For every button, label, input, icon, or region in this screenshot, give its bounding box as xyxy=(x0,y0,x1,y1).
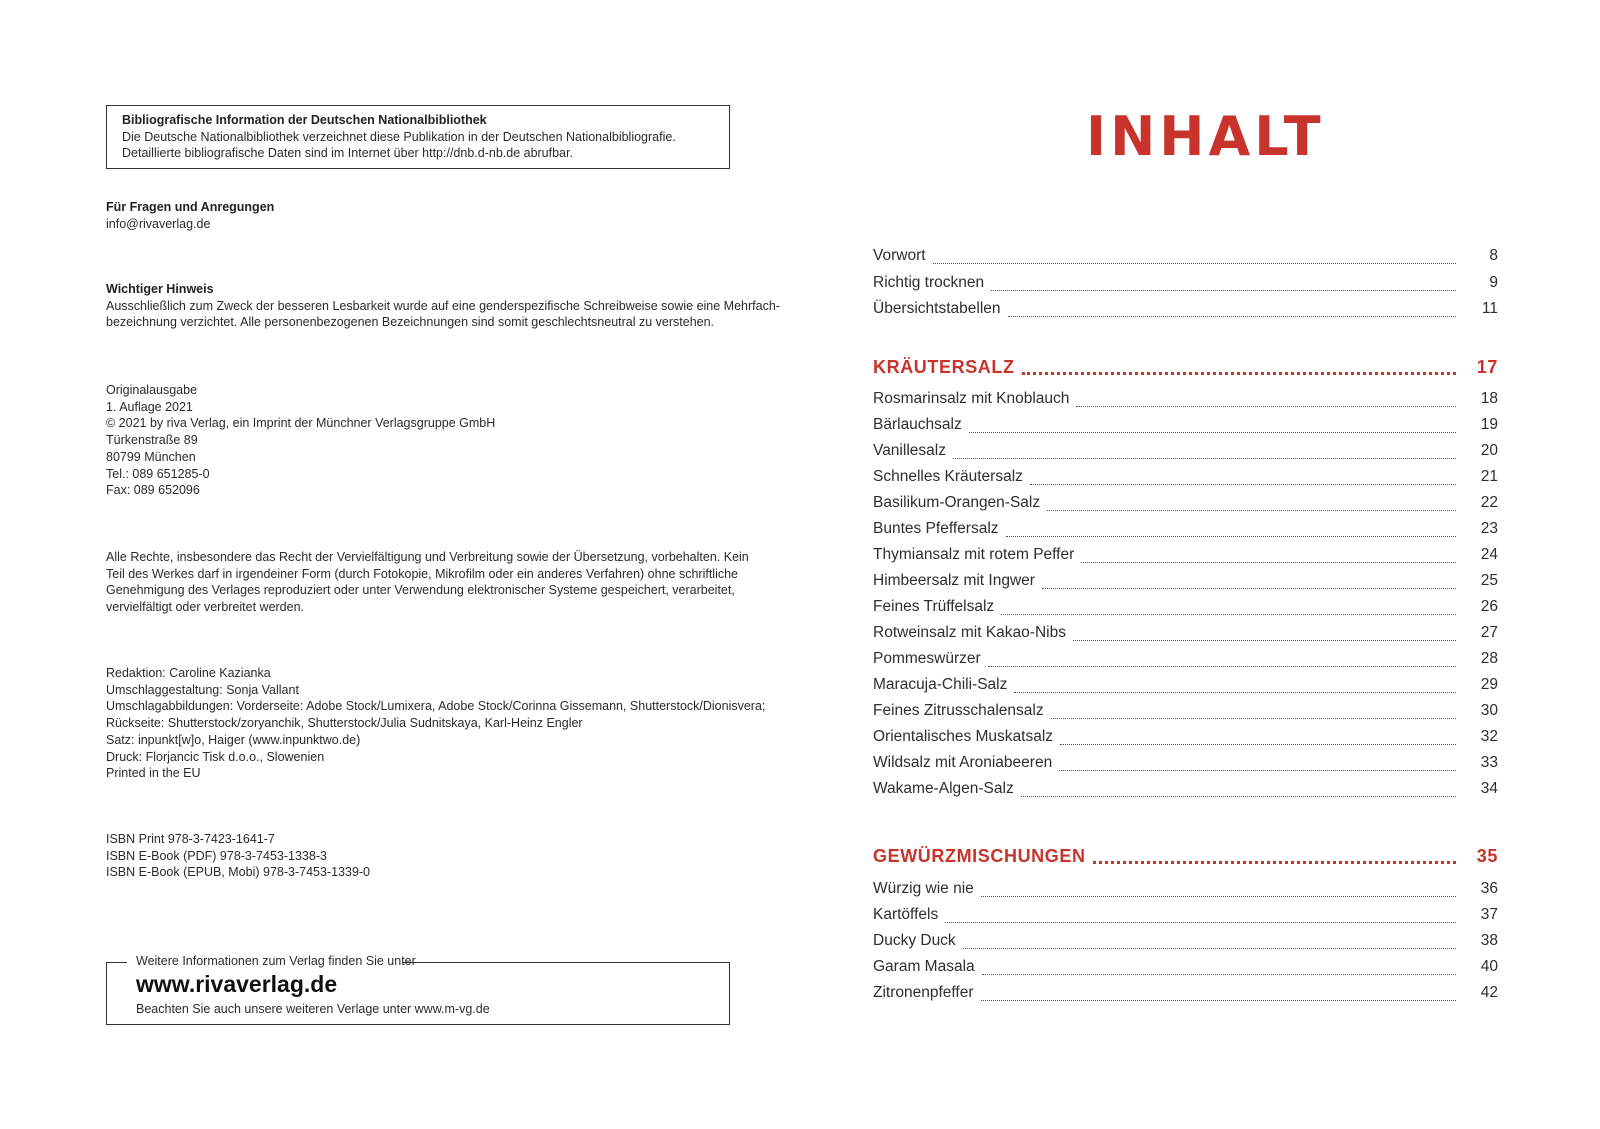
bib-text-line: Die Deutsche Nationalbibliothek verzeichnet diese Publikation in der Deutschen Nationalbibliografie. xyxy=(122,129,676,144)
toc-entry xyxy=(873,572,1498,594)
toc-entry-page: 18 xyxy=(1480,390,1498,407)
toc-entry-label: Kartöffels xyxy=(873,906,939,923)
toc-entry-label: Thymiansalz mit rotem Peffer xyxy=(873,546,1075,563)
toc-entry-page: 21 xyxy=(1480,468,1498,485)
leader-dots xyxy=(1030,484,1456,485)
leader-dots xyxy=(953,458,1456,459)
notice-heading: Wichtiger Hinweis xyxy=(106,282,214,296)
toc-entry xyxy=(873,702,1498,724)
rights-block xyxy=(106,549,749,616)
credits-line: Umschlagabbildungen: Vorderseite: Adobe Stock/Lumixera, Adobe Stock/Corinna Gissemann, Shutterstock/Dionisvera; xyxy=(106,699,766,714)
toc-entry-page: 27 xyxy=(1480,624,1498,641)
toc-entry xyxy=(873,416,1498,438)
toc-entry-page: 34 xyxy=(1480,780,1498,797)
rights-line: Alle Rechte, insbesondere das Recht der Vervielfältigung und Verbreitung sowie der Übersetzung, vorbehalten. Kein xyxy=(106,550,749,564)
toc-section-heading xyxy=(873,846,1498,870)
leader-dots xyxy=(1059,770,1456,771)
toc-entry-label: Zitronenpfeffer xyxy=(873,984,974,1001)
web-legend: Weitere Informationen zum Verlag finden Sie unter xyxy=(136,954,416,968)
leader-dots xyxy=(1076,406,1456,407)
toc-entry xyxy=(873,984,1498,1006)
toc-entry-label: Buntes Pfeffersalz xyxy=(873,520,999,537)
toc-entry-label: Bärlauchsalz xyxy=(873,416,962,433)
toc-entry xyxy=(873,754,1498,776)
toc-entry-page: 32 xyxy=(1480,728,1498,745)
toc-entry-page: 11 xyxy=(1481,300,1498,317)
toc-entry-label: Basilikum-Orangen-Salz xyxy=(873,494,1041,511)
notice-text-line: Ausschließlich zum Zweck der besseren Lesbarkeit wurde auf eine genderspezifische Schreibweise sowie eine Mehrfach- xyxy=(106,298,780,313)
toc-entry xyxy=(873,624,1498,646)
toc-entry-label: Feines Zitrusschalensalz xyxy=(873,702,1044,719)
toc-entry-page: 28 xyxy=(1480,650,1498,667)
notice-text-line: bezeichnung verzichtet. Alle personenbezogenen Bezeichnungen sind somit geschlechtsneutral zu verstehen. xyxy=(106,315,715,330)
toc-entry xyxy=(873,780,1498,802)
leader-dots xyxy=(982,974,1456,975)
imprint-line: Originalausgabe xyxy=(106,383,198,397)
leader-dots xyxy=(1051,718,1456,719)
isbn-line: ISBN Print 978-3-7423-1641-7 xyxy=(106,832,275,846)
toc-entry-page: 36 xyxy=(1480,880,1498,897)
contents-title: INHALT xyxy=(1086,105,1325,168)
rights-line: Genehmigung des Verlages reproduziert oder unter Verwendung elektronischer Systeme gespeichert, verarbeitet, xyxy=(106,583,735,598)
leader-dots xyxy=(945,922,1456,923)
toc-entry xyxy=(873,247,1498,269)
leader-dots xyxy=(988,666,1456,667)
toc-entry-label: Übersichtstabellen xyxy=(873,300,1001,317)
credits-line: Umschlaggestaltung: Sonja Vallant xyxy=(106,682,299,697)
leader-dots xyxy=(1001,614,1456,615)
box-border xyxy=(107,962,127,963)
leader-dots xyxy=(933,263,1456,264)
imprint-line: Fax: 089 652096 xyxy=(106,483,200,498)
toc-entry-page: 42 xyxy=(1480,984,1498,1001)
toc-entry xyxy=(873,650,1498,672)
leader-dots xyxy=(1042,588,1456,589)
leader-dots xyxy=(1006,536,1456,537)
toc-entry-label: Vorwort xyxy=(873,247,926,264)
toc-entry xyxy=(873,468,1498,490)
toc-entry xyxy=(873,494,1498,516)
toc-entry xyxy=(873,958,1498,980)
leader-dots xyxy=(991,290,1456,291)
leader-dots xyxy=(963,948,1456,949)
toc-entry-page: 38 xyxy=(1480,932,1498,949)
toc-entry xyxy=(873,932,1498,954)
toc-entry xyxy=(873,906,1498,928)
toc-section-label: KRÄUTERSALZ xyxy=(873,357,1015,377)
rights-line: vervielfältigt oder verbreitet werden. xyxy=(106,600,305,615)
credits-line: Redaktion: Caroline Kazianka xyxy=(106,666,271,680)
toc-entry-label: Feines Trüffelsalz xyxy=(873,598,995,615)
toc-entry xyxy=(873,676,1498,698)
toc-entry-label: Wakame-Algen-Salz xyxy=(873,780,1014,797)
leader-dots xyxy=(969,432,1456,433)
leader-dots xyxy=(1022,372,1456,375)
box-border xyxy=(403,962,729,963)
toc-entry-label: Ducky Duck xyxy=(873,932,956,949)
leader-dots xyxy=(1021,796,1456,797)
leader-dots xyxy=(1081,562,1456,563)
toc-entry-page: 30 xyxy=(1480,702,1498,719)
toc-entry-label: Garam Masala xyxy=(873,958,975,975)
imprint-block xyxy=(106,382,495,499)
publisher-url: www.rivaverlag.de xyxy=(136,971,338,997)
imprint-line: Tel.: 089 651285-0 xyxy=(106,466,210,481)
leader-dots xyxy=(1014,692,1456,693)
toc-section-heading xyxy=(873,357,1498,381)
toc-entry xyxy=(873,598,1498,620)
toc-entry xyxy=(873,728,1498,750)
toc-entry-page: 20 xyxy=(1480,442,1498,459)
toc-entry-label: Himbeersalz mit Ingwer xyxy=(873,572,1035,589)
toc-entry-page: 29 xyxy=(1480,676,1498,693)
imprint-line: Türkenstraße 89 xyxy=(106,433,198,448)
isbn-line: ISBN E-Book (PDF) 978-3-7453-1338-3 xyxy=(106,848,327,863)
credits-line: Rückseite: Shutterstock/zoryanchik, Shutterstock/Julia Sudnitskaya, Karl-Heinz Engler xyxy=(106,716,583,731)
imprint-line: © 2021 by riva Verlag, ein Imprint der Münchner Verlagsgruppe GmbH xyxy=(106,416,496,431)
toc-entry-label: Maracuja-Chili-Salz xyxy=(873,676,1008,693)
toc-entry-page: 37 xyxy=(1480,906,1498,923)
toc-entry-label: Richtig trocknen xyxy=(873,274,985,291)
leader-dots xyxy=(981,1000,1456,1001)
leader-dots xyxy=(1073,640,1456,641)
credits-line: Druck: Florjancic Tisk d.o.o., Slowenien xyxy=(106,749,325,764)
toc-entry-page: 23 xyxy=(1480,520,1498,537)
web-note: Beachten Sie auch unsere weiteren Verlage unter www.m-vg.de xyxy=(136,1002,490,1016)
credits-line: Satz: inpunkt[w]o, Haiger (www.inpunktwo.de) xyxy=(106,732,361,747)
toc-entry-page: 25 xyxy=(1480,572,1498,589)
toc-entry-label: Wildsalz mit Aroniabeeren xyxy=(873,754,1053,771)
bibliographic-info-box xyxy=(106,105,730,169)
contact-block xyxy=(106,199,274,232)
leader-dots xyxy=(981,896,1456,897)
toc-entry-page: 40 xyxy=(1480,958,1498,975)
publisher-web-box xyxy=(106,954,730,1025)
isbn-line: ISBN E-Book (EPUB, Mobi) 978-3-7453-1339-0 xyxy=(106,865,371,880)
leader-dots xyxy=(1060,744,1456,745)
toc-entry-label: Pommeswürzer xyxy=(873,650,981,667)
imprint-line: 1. Auflage 2021 xyxy=(106,399,193,414)
toc-entry-page: 8 xyxy=(1489,247,1498,264)
imprint-line: 80799 München xyxy=(106,449,196,464)
toc-entry-page: 9 xyxy=(1489,274,1498,291)
contact-heading: Für Fragen und Anregungen xyxy=(106,200,275,214)
toc-entry xyxy=(873,390,1498,412)
toc-entry xyxy=(873,274,1498,296)
toc-entry-page: 22 xyxy=(1480,494,1498,511)
toc-entry-label: Schnelles Kräutersalz xyxy=(873,468,1023,485)
credits-line: Printed in the EU xyxy=(106,766,201,781)
bib-heading: Bibliografische Information der Deutschen Nationalbibliothek xyxy=(122,113,487,127)
leader-dots xyxy=(1047,510,1456,511)
toc-entry xyxy=(873,520,1498,542)
rights-line: Teil des Werkes darf in irgendeiner Form (durch Fotokopie, Mikrofilm oder ein anderes Verfahren) ohne schriftliche xyxy=(106,566,739,581)
toc-entry-label: Würzig wie nie xyxy=(873,880,974,897)
notice-block xyxy=(106,281,780,331)
credits-block xyxy=(106,665,765,782)
isbn-block xyxy=(106,831,370,881)
leader-dots xyxy=(1093,861,1456,864)
leader-dots xyxy=(1008,316,1456,317)
toc-entry xyxy=(873,442,1498,464)
bib-text-line: Detaillierte bibliografische Daten sind im Internet über http://dnb.d-nb.de abrufbar. xyxy=(122,146,573,160)
toc-entry-page: 26 xyxy=(1480,598,1498,615)
toc-entry xyxy=(873,546,1498,568)
toc-entry xyxy=(873,300,1498,322)
toc-section-page: 17 xyxy=(1476,357,1498,377)
contact-email: info@rivaverlag.de xyxy=(106,216,211,231)
toc-section-label: GEWÜRZMISCHUNGEN xyxy=(873,846,1086,866)
toc-entry-label: Vanillesalz xyxy=(873,442,946,459)
toc-entry-label: Rotweinsalz mit Kakao-Nibs xyxy=(873,624,1066,641)
toc-entry-page: 24 xyxy=(1480,546,1498,563)
toc-entry-page: 19 xyxy=(1480,416,1498,433)
toc-entry-label: Rosmarinsalz mit Knoblauch xyxy=(873,390,1070,407)
toc-section-page: 35 xyxy=(1476,846,1498,866)
toc-entry xyxy=(873,880,1498,902)
toc-entry-label: Orientalisches Muskatsalz xyxy=(873,728,1054,745)
toc-entry-page: 33 xyxy=(1480,754,1498,771)
